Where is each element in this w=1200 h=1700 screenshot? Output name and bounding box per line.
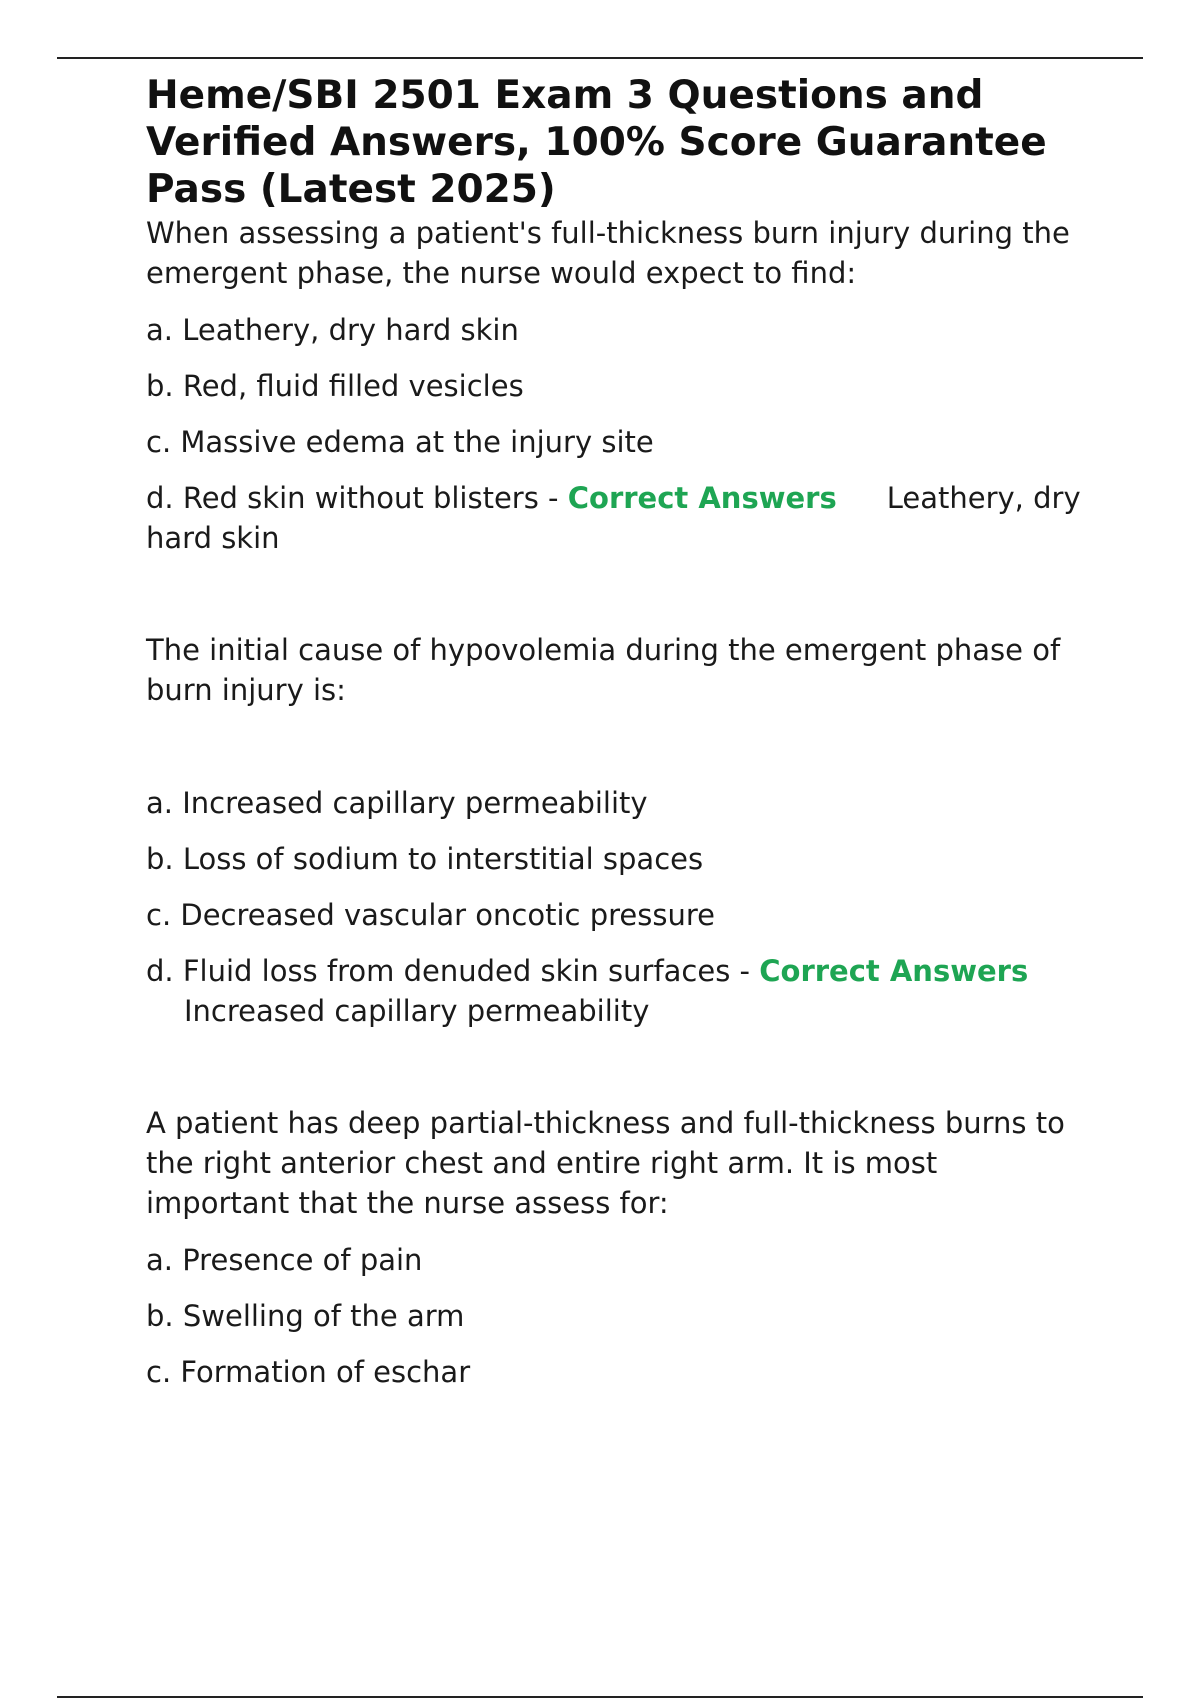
- bottom-rule: [57, 1696, 1143, 1698]
- question-2-option-d-text: d. Fluid loss from denuded skin surfaces -: [146, 954, 760, 988]
- question-2-option-a: a. Increased capillary permeability: [146, 786, 648, 820]
- question-2-answer: Increased capillary permeability: [184, 994, 650, 1028]
- question-1-answer: Leathery, dry hard skin: [146, 481, 1081, 555]
- question-1-option-a: a. Leathery, dry hard skin: [146, 313, 519, 347]
- question-1-option-b: b. Red, fluid filled vesicles: [146, 369, 524, 403]
- question-2-option-d: [146, 951, 1086, 991]
- question-1-option-d: d. Red skin without blisters -: [146, 481, 568, 515]
- question-1-option-c: c. Massive edema at the injury site: [146, 425, 654, 459]
- question-2: [146, 630, 1086, 1031]
- question-2-option-c: c. Decreased vascular oncotic pressure: [146, 898, 715, 932]
- question-3-stem: A patient has deep partial-thickness and full-thickness burns to the right anterior chest and entire right arm. It is most important that the nurse assess for:: [146, 1106, 1065, 1220]
- question-3-option-b: b. Swelling of the arm: [146, 1299, 465, 1333]
- question-3: [146, 1103, 1086, 1392]
- question-1: [146, 213, 1086, 558]
- question-2-correct-label: Correct Answers: [759, 954, 1029, 988]
- question-1-stem: When assessing a patient's full-thickness burn injury during the emergent phase, the nurse would expect to find:: [146, 216, 1070, 290]
- question-2-stem: The initial cause of hypovolemia during the emergent phase of burn injury is:: [146, 633, 1061, 707]
- question-2-option-b: b. Loss of sodium to interstitial spaces: [146, 842, 704, 876]
- question-1-option-d-with-answer: [146, 478, 1086, 558]
- document-title: Heme/SBI 2501 Exam 3 Questions and Verified Answers, 100% Score Guarantee Pass (Latest 2025): [146, 73, 1047, 212]
- question-1-correct-label: Correct Answers: [567, 481, 837, 515]
- question-3-option-a: a. Presence of pain: [146, 1243, 423, 1277]
- top-rule: [57, 57, 1143, 59]
- question-3-option-c: c. Formation of eschar: [146, 1355, 471, 1389]
- document-page: [146, 72, 1086, 1392]
